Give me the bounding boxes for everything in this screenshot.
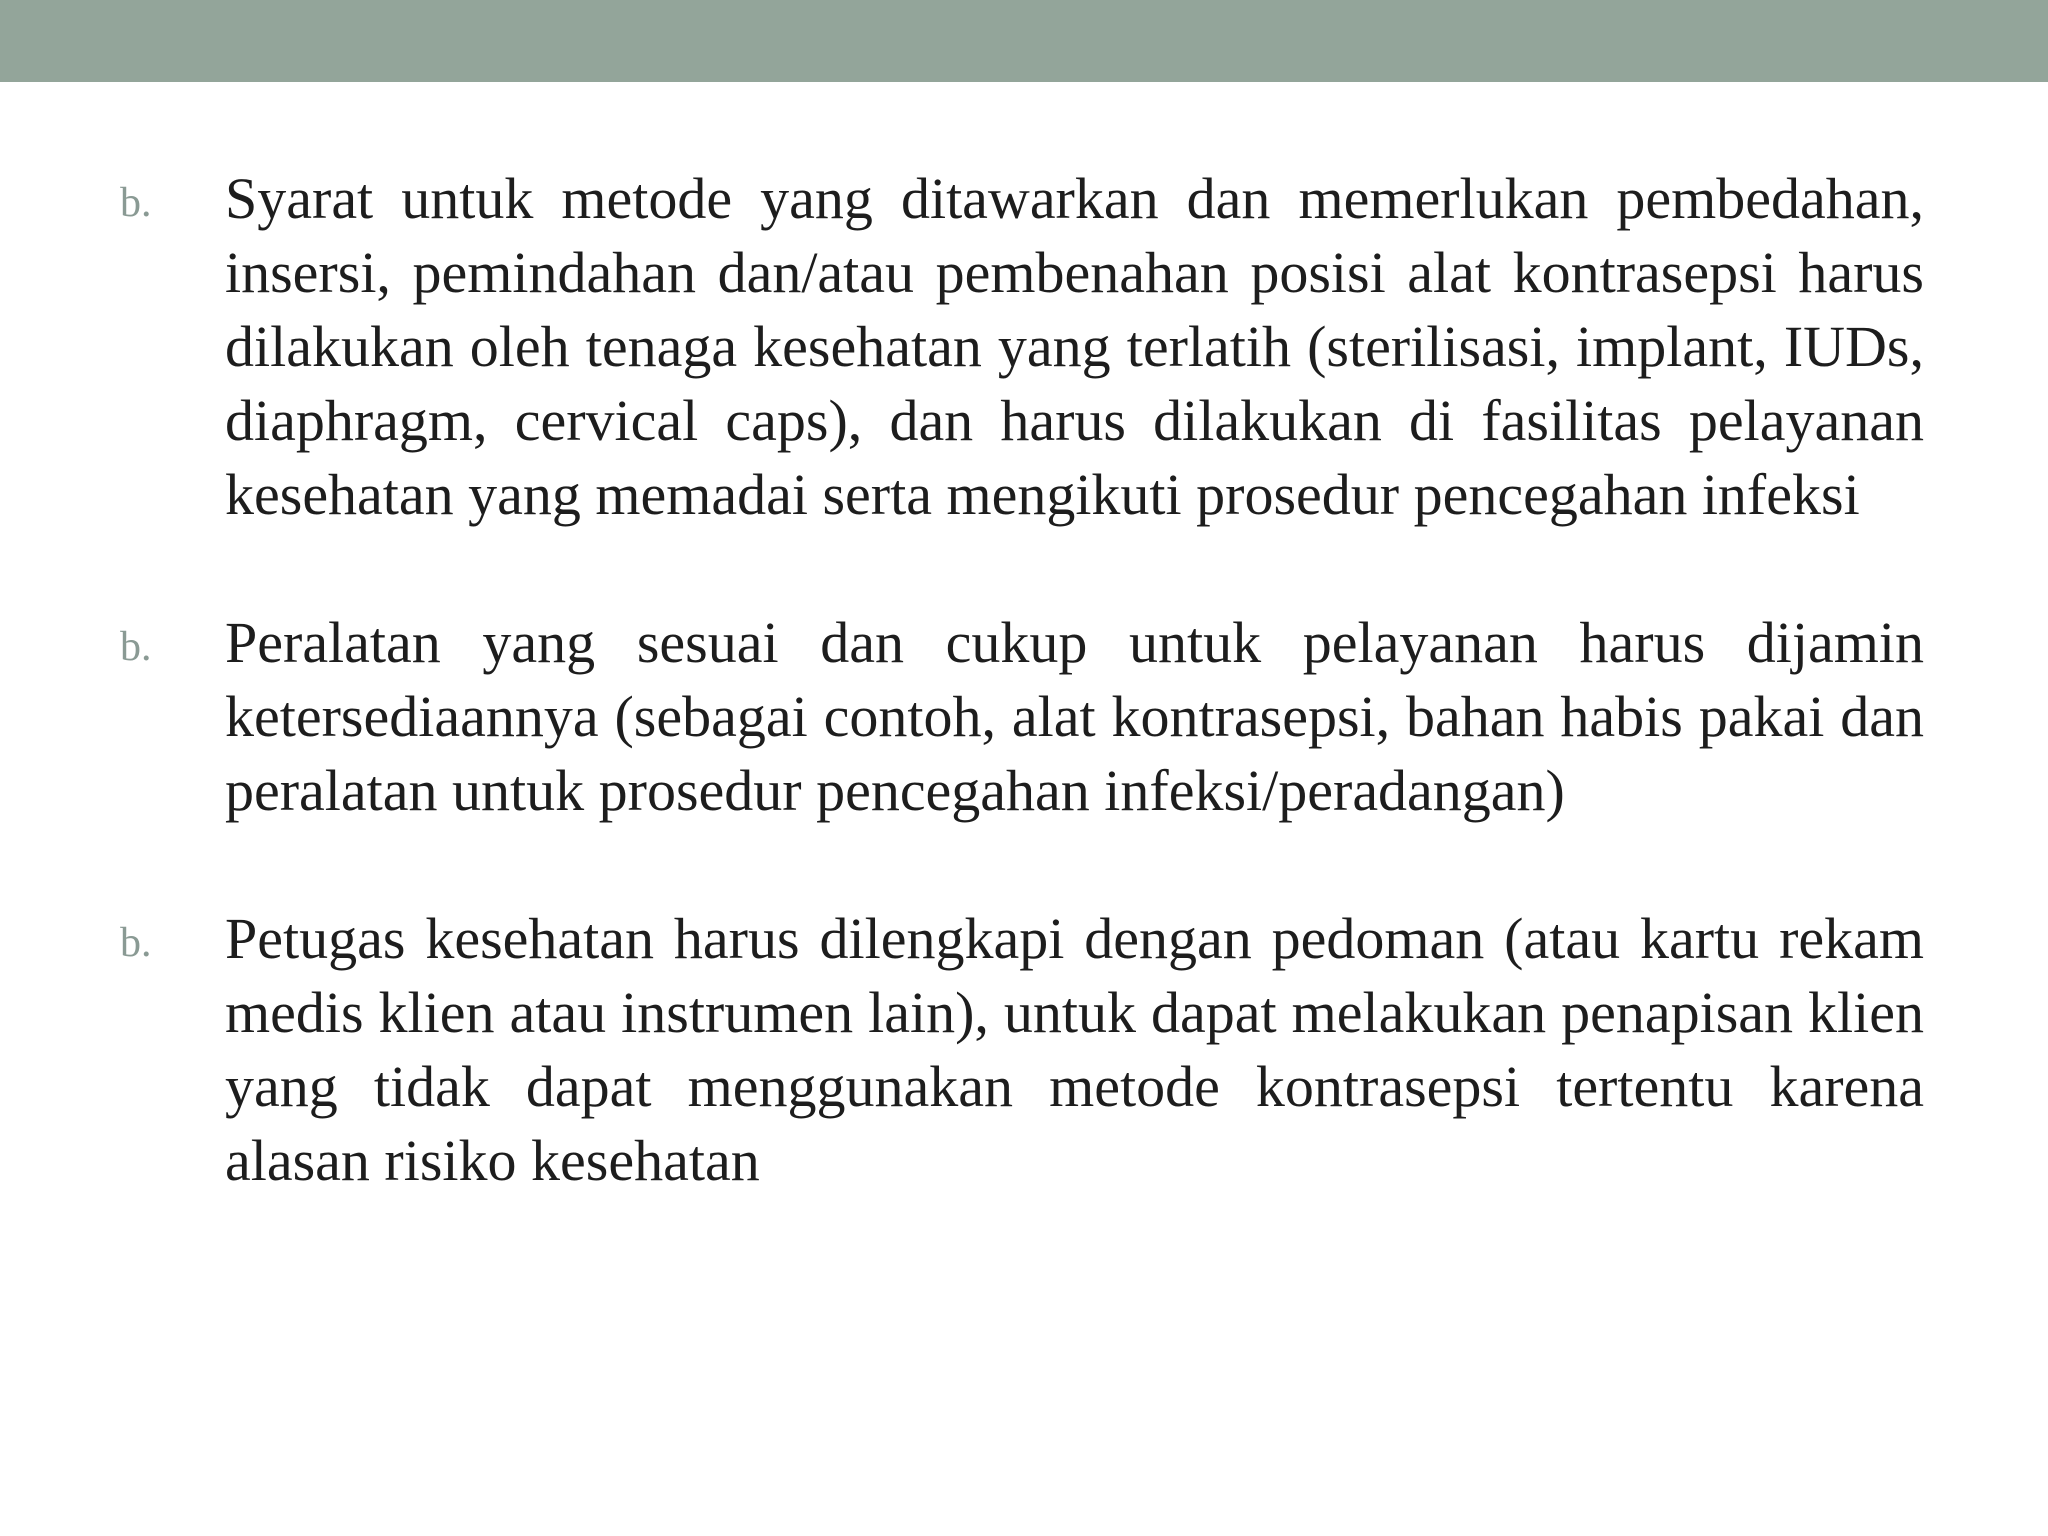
header-bar xyxy=(0,0,2048,82)
list-marker: b. xyxy=(120,180,152,226)
list-item-text: Syarat untuk metode yang ditawarkan dan memerlukan pembedahan, insersi, pemindahan dan/atau pembenahan posisi alat kontrasepsi harus dilakukan oleh tenaga kesehatan yang terlatih (sterilisasi, implant, IUDs, diaphragm, cervical caps), dan harus dilakukan di fasilitas pelayanan kesehatan yang memadai serta mengikuti prosedur pencegahan infeksi xyxy=(225,166,1924,527)
list-item-text: Petugas kesehatan harus dilengkapi dengan pedoman (atau kartu rekam medis klien atau instrumen lain), untuk dapat melakukan penapisan klien yang tidak dapat menggunakan metode kontrasepsi tertentu karena alasan risiko kesehatan xyxy=(225,906,1924,1193)
list-item xyxy=(120,162,1924,532)
list-marker: b. xyxy=(120,624,152,670)
list-item-text: Peralatan yang sesuai dan cukup untuk pelayanan harus dijamin ketersediaannya (sebagai contoh, alat kontrasepsi, bahan habis pakai dan peralatan untuk prosedur pencegahan infeksi/peradangan) xyxy=(225,610,1924,823)
slide-content xyxy=(120,162,1924,1198)
list-item xyxy=(120,606,1924,828)
list-marker: b. xyxy=(120,920,152,966)
list-item xyxy=(120,902,1924,1198)
